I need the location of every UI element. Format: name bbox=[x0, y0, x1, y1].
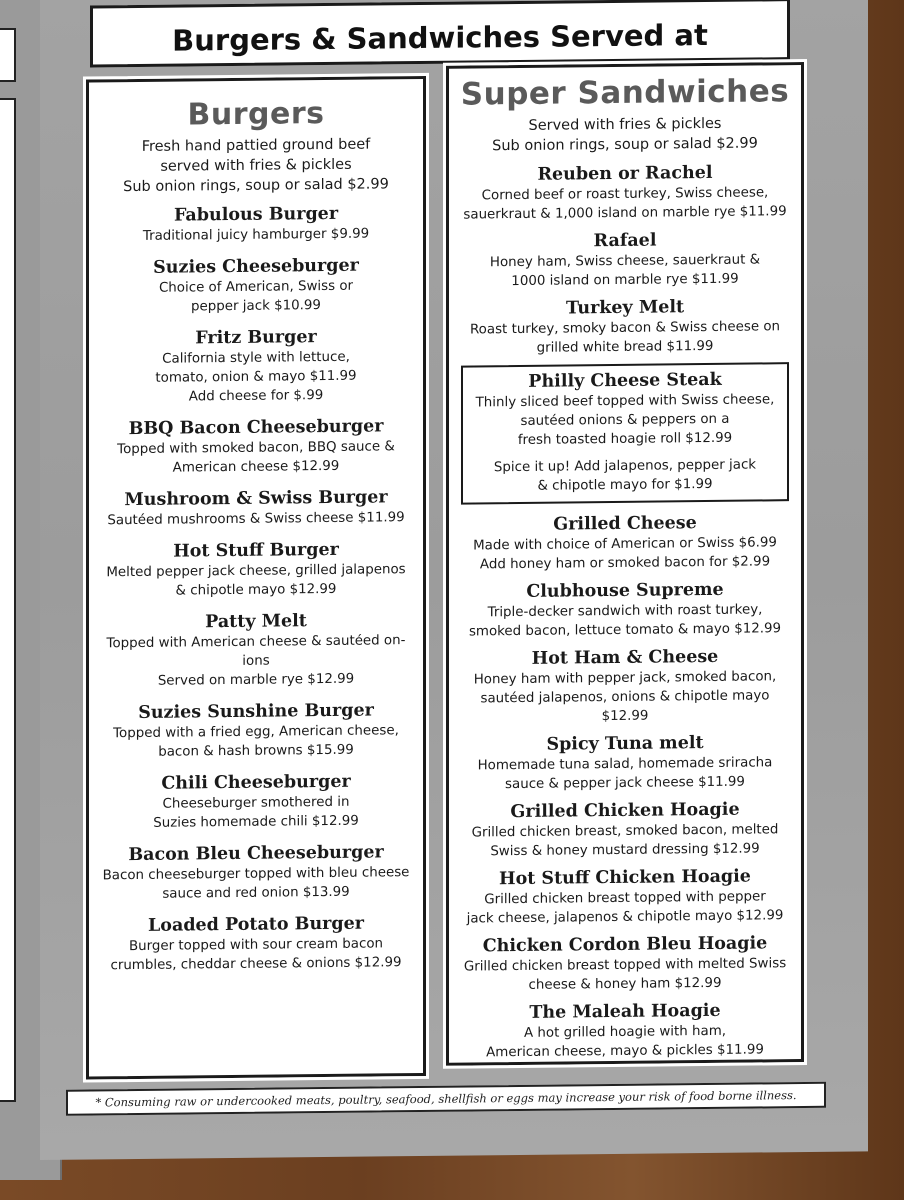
menu-item-name: Chili Cheeseburger bbox=[161, 771, 351, 794]
menu-item bbox=[455, 511, 795, 575]
desc-line: Traditional juicy hamburger $9.99 bbox=[142, 226, 370, 244]
title-banner bbox=[90, 0, 790, 67]
desc-line: Thinly sliced beef topped with Swiss cheese, bbox=[475, 392, 775, 411]
menu-item-name: Mushroom & Swiss Burger bbox=[124, 487, 388, 511]
sandwiches-column bbox=[446, 62, 804, 1066]
desc-line: Burger topped with sour cream bacon bbox=[128, 936, 384, 955]
intro-line: Fresh hand pattied ground beef bbox=[141, 136, 371, 155]
menu-item bbox=[95, 770, 417, 833]
menu-item-desc bbox=[455, 1021, 795, 1063]
desc-line: Topped with smoked bacon, BBQ sauce & bbox=[117, 439, 395, 458]
menu-item-desc bbox=[95, 560, 417, 601]
menu-item-desc bbox=[455, 183, 795, 225]
desc-line: American cheese $12.99 bbox=[172, 458, 340, 476]
desc-line: Topped with American cheese & sautéed on- bbox=[106, 633, 406, 652]
menu-item-name: Reuben or Rachel bbox=[537, 162, 713, 185]
desc-line: Made with choice of American or Swiss $6.99 bbox=[473, 535, 777, 554]
menu-item-desc bbox=[95, 934, 417, 975]
menu-item bbox=[95, 609, 417, 691]
desc-line: Melted pepper jack cheese, grilled jalapenos bbox=[106, 562, 406, 581]
desc-line: cheese & honey ham $12.99 bbox=[528, 975, 722, 993]
menu-item-name: Suzies Cheeseburger bbox=[153, 255, 359, 278]
desc-line: American cheese, mayo & pickles $11.99 bbox=[486, 1042, 764, 1061]
desc-line: California style with lettuce, bbox=[162, 349, 350, 367]
menu-item-name: Chicken Cordon Bleu Hoagie bbox=[482, 933, 768, 957]
sandwiches-heading: Super Sandwiches bbox=[460, 73, 790, 113]
desc-line: crumbles, cheddar cheese & onions $12.99 bbox=[110, 955, 402, 974]
burgers-column bbox=[86, 76, 426, 1080]
desc-line: fresh toasted hoagie roll $12.99 bbox=[517, 430, 733, 448]
menu-item-desc bbox=[455, 250, 795, 292]
menu-item-desc bbox=[95, 863, 417, 904]
menu-sheet bbox=[40, 0, 868, 1160]
desc-line: Grilled chicken breast topped with melted Swiss bbox=[463, 956, 787, 975]
desc-line: Swiss & honey mustard dressing $12.99 bbox=[490, 841, 760, 860]
desc-line: grilled white bread $11.99 bbox=[536, 338, 714, 356]
desc-line: Roast turkey, smoky bacon & Swiss cheese on bbox=[469, 319, 780, 338]
menu-item-desc bbox=[95, 224, 417, 246]
burgers-heading: Burgers bbox=[187, 96, 325, 133]
featured-item-addon bbox=[467, 455, 783, 496]
desc-line: Spice it up! Add jalapenos, pepper jack bbox=[493, 457, 757, 476]
menu-item-desc bbox=[455, 317, 795, 359]
desc-line: Served on marble rye $12.99 bbox=[157, 671, 355, 689]
menu-item-name: Suzies Sunshine Burger bbox=[138, 700, 374, 723]
desc-line: Choice of American, Swiss or bbox=[158, 278, 354, 296]
menu-item-desc bbox=[95, 721, 417, 762]
desc-line: 1000 island on marble rye $11.99 bbox=[511, 271, 739, 290]
menu-item-desc bbox=[95, 631, 417, 691]
desc-line: Honey ham with pepper jack, smoked bacon, bbox=[473, 669, 777, 688]
intro-line: Sub onion rings, soup or salad $2.99 bbox=[123, 176, 389, 196]
menu-item bbox=[455, 645, 795, 728]
desc-line: bacon & hash browns $15.99 bbox=[158, 742, 354, 760]
desc-line: sauce and red onion $13.99 bbox=[162, 884, 350, 902]
desc-line: smoked bacon, lettuce tomato & mayo $12.99 bbox=[468, 621, 782, 640]
menu-item-name: Hot Ham & Cheese bbox=[531, 646, 719, 669]
menu-item bbox=[455, 865, 795, 929]
previous-page-box bbox=[0, 28, 16, 82]
intro-line: Served with fries & pickles bbox=[528, 115, 722, 134]
menu-item-desc bbox=[455, 667, 795, 728]
intro-line: served with fries & pickles bbox=[160, 156, 352, 175]
desc-line: Grilled chicken breast topped with pepper bbox=[484, 889, 766, 908]
sandwich-list-bottom bbox=[449, 511, 801, 1063]
desc-line: tomato, onion & mayo $11.99 bbox=[155, 368, 357, 386]
desc-line: sauerkraut & 1,000 island on marble rye $11.99 bbox=[463, 204, 787, 223]
desc-line: sauce & pepper jack cheese $11.99 bbox=[505, 774, 745, 793]
sandwich-list-top bbox=[449, 161, 801, 359]
featured-item-box bbox=[461, 362, 789, 504]
menu-item-desc bbox=[455, 533, 795, 575]
menu-item-name: Loaded Potato Burger bbox=[148, 913, 364, 936]
menu-item-name: Patty Melt bbox=[205, 611, 307, 633]
menu-item bbox=[95, 486, 417, 530]
desc-line: Topped with a fried egg, American cheese, bbox=[113, 723, 399, 742]
desc-line: sautéed onions & peppers on a bbox=[520, 411, 730, 429]
previous-page-column bbox=[0, 98, 16, 1102]
desc-line: Bacon cheeseburger topped with bleu cheese bbox=[102, 865, 410, 884]
menu-item-name: Grilled Chicken Hoagie bbox=[510, 799, 740, 823]
menu-item-desc bbox=[95, 437, 417, 478]
menu-item bbox=[455, 228, 795, 292]
menu-item-desc bbox=[95, 508, 417, 530]
desc-line: Cheeseburger smothered in bbox=[162, 794, 350, 812]
menu-item bbox=[455, 999, 795, 1063]
menu-item-name: Clubhouse Supreme bbox=[526, 579, 724, 602]
menu-item-name: Bacon Bleu Cheeseburger bbox=[128, 842, 384, 866]
desc-line: & chipotle mayo $12.99 bbox=[175, 581, 337, 599]
menu-item-name: Spicy Tuna melt bbox=[546, 733, 704, 755]
menu-item-name: Turkey Melt bbox=[565, 297, 685, 319]
desc-line: & chipotle mayo for $1.99 bbox=[537, 476, 713, 494]
menu-item-desc bbox=[455, 820, 795, 862]
desc-line: Grilled chicken breast, smoked bacon, melted bbox=[471, 822, 779, 841]
desc-line: pepper jack $10.99 bbox=[191, 298, 321, 315]
menu-item-name: Hot Stuff Chicken Hoagie bbox=[499, 866, 751, 890]
menu-item bbox=[95, 415, 417, 478]
desc-line: Honey ham, Swiss cheese, sauerkraut & bbox=[489, 252, 761, 271]
desc-line: Sautéed mushrooms & Swiss cheese $11.99 bbox=[107, 510, 405, 529]
burger-list bbox=[89, 202, 423, 975]
menu-item-desc bbox=[455, 954, 795, 996]
burgers-intro bbox=[97, 134, 415, 197]
desc-line: sautéed jalapenos, onions & chipotle mayo $12.99 bbox=[480, 688, 770, 725]
menu-item bbox=[95, 254, 417, 317]
desc-line: jack cheese, jalapenos & chipotle mayo $12.99 bbox=[466, 908, 784, 927]
menu-item bbox=[95, 202, 417, 246]
menu-item bbox=[455, 932, 795, 996]
page-title: Burgers & Sandwiches Served at bbox=[172, 18, 708, 58]
menu-item bbox=[455, 161, 795, 225]
menu-item bbox=[95, 912, 417, 975]
menu-item-desc bbox=[455, 753, 795, 795]
sandwiches-intro bbox=[457, 113, 793, 157]
menu-item-name: Fabulous Burger bbox=[173, 203, 339, 226]
menu-item-desc bbox=[95, 347, 417, 407]
desc-line: Triple-decker sandwich with roast turkey, bbox=[487, 602, 763, 621]
desc-line: A hot grilled hoagie with ham, bbox=[523, 1023, 727, 1041]
menu-item-desc bbox=[455, 600, 795, 642]
menu-item bbox=[455, 578, 795, 642]
menu-item-desc bbox=[95, 792, 417, 833]
menu-item-name: Rafael bbox=[593, 230, 657, 252]
menu-item bbox=[455, 295, 795, 359]
menu-item bbox=[455, 731, 795, 795]
menu-item bbox=[95, 841, 417, 904]
menu-item-name: Fritz Burger bbox=[195, 327, 317, 349]
desc-line: Add cheese for $.99 bbox=[188, 388, 324, 405]
menu-item-name: Hot Stuff Burger bbox=[173, 539, 339, 562]
desc-line: Add honey ham or smoked bacon for $2.99 bbox=[479, 554, 771, 573]
menu-item bbox=[455, 798, 795, 862]
menu-item bbox=[95, 699, 417, 762]
menu-item-name: The Maleah Hoagie bbox=[529, 1000, 721, 1023]
desc-line: Homemade tuna salad, homemade sriracha bbox=[477, 755, 773, 774]
food-safety-disclaimer: * Consuming raw or undercooked meats, poultry, seafood, shellfish or eggs may increase your risk of food borne illness. bbox=[66, 1082, 826, 1116]
menu-item-name: Grilled Cheese bbox=[553, 513, 697, 535]
featured-item-desc bbox=[467, 390, 783, 450]
desc-line: Corned beef or roast turkey, Swiss cheese, bbox=[481, 185, 769, 204]
menu-item-desc bbox=[455, 887, 795, 929]
intro-line: Sub onion rings, soup or salad $2.99 bbox=[492, 135, 758, 155]
menu-item bbox=[95, 325, 417, 407]
menu-item-desc bbox=[95, 276, 417, 317]
desc-line: ions bbox=[242, 653, 270, 669]
menu-item-name: BBQ Bacon Cheeseburger bbox=[128, 416, 384, 440]
desc-line: Suzies homemade chili $12.99 bbox=[153, 813, 359, 831]
menu-item bbox=[95, 538, 417, 601]
featured-item-name: Philly Cheese Steak bbox=[528, 369, 722, 392]
